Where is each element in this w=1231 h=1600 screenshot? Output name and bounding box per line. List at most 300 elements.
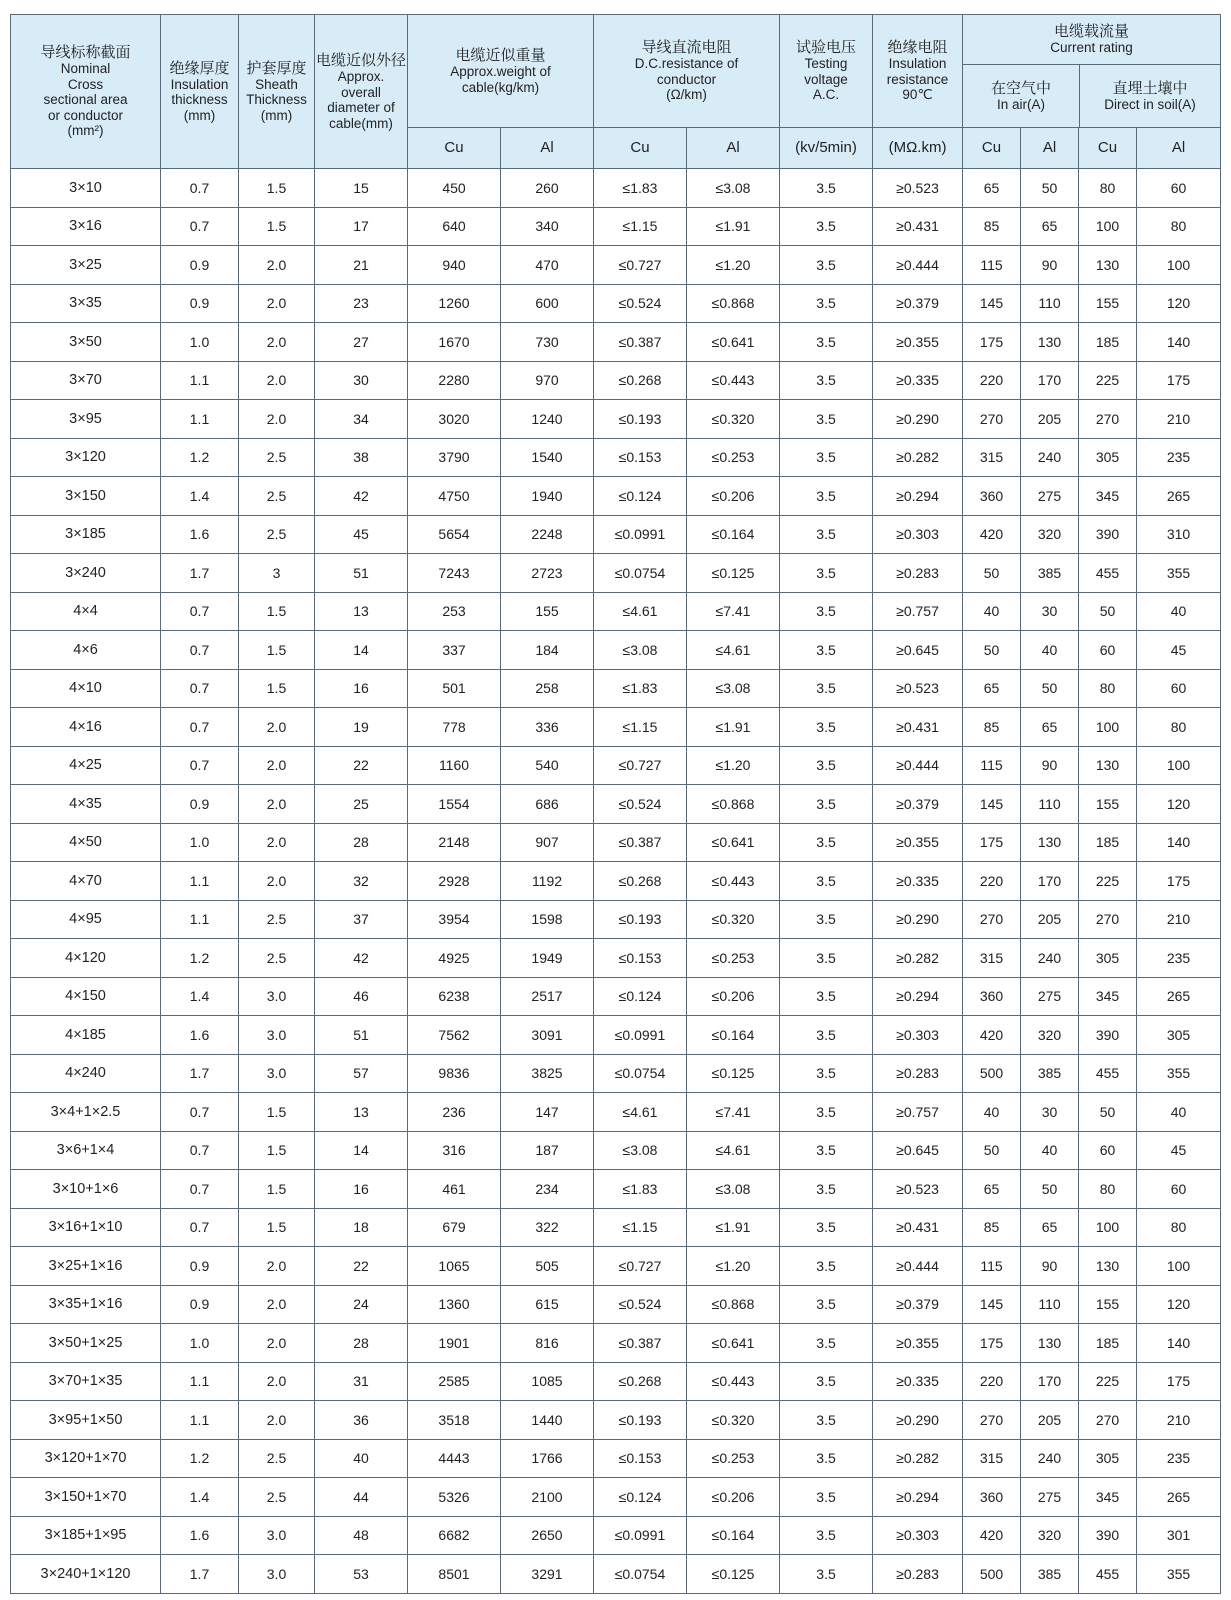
cell-resistance-al: ≤0.641	[687, 323, 780, 362]
header-weight-cu	[408, 128, 501, 169]
cell-voltage: 3.5	[780, 977, 873, 1016]
cell-air-al: 65	[1021, 708, 1079, 747]
cell-resistance-cu: ≤1.83	[594, 669, 687, 708]
cell-air-cu: 85	[963, 1208, 1021, 1247]
cell-diameter: 16	[315, 1170, 408, 1209]
cell-air-cu: 175	[963, 323, 1021, 362]
cell-ins-res: ≥0.645	[873, 631, 963, 670]
header-soil-zh: 直埋土壤中	[1112, 78, 1188, 97]
cell-sheath: 2.0	[239, 246, 315, 285]
header-diameter-en-1: Approx.	[337, 69, 385, 85]
cell-insulation: 1.6	[161, 515, 239, 554]
cell-diameter: 24	[315, 1285, 408, 1324]
cell-sheath: 2.5	[239, 438, 315, 477]
cell-soil-cu: 155	[1079, 785, 1137, 824]
cell-insulation: 1.4	[161, 1478, 239, 1517]
header-voltage	[780, 15, 873, 128]
table-row	[11, 246, 1221, 285]
cell-air-al: 205	[1021, 900, 1079, 939]
table-row	[11, 515, 1221, 554]
cell-sheath: 2.0	[239, 284, 315, 323]
cell-weight-al: 3825	[501, 1054, 594, 1093]
cell-soil-al: 100	[1137, 746, 1221, 785]
cell-resistance-al: ≤0.253	[687, 939, 780, 978]
cell-voltage: 3.5	[780, 169, 873, 208]
cell-air-al: 65	[1021, 207, 1079, 246]
cell-weight-al: 2723	[501, 554, 594, 593]
cell-soil-al: 355	[1137, 554, 1221, 593]
cell-insulation: 1.2	[161, 438, 239, 477]
cell-size: 3×120+1×70	[11, 1439, 161, 1478]
cell-soil-al: 355	[1137, 1555, 1221, 1594]
cell-ins-res: ≥0.523	[873, 1170, 963, 1209]
cell-weight-cu: 1160	[408, 746, 501, 785]
cell-air-al: 130	[1021, 323, 1079, 362]
cell-soil-cu: 100	[1079, 708, 1137, 747]
header-air-cu-label: Cu	[981, 138, 1002, 156]
cell-size: 4×35	[11, 785, 161, 824]
cell-size: 4×6	[11, 631, 161, 670]
cell-weight-al: 1940	[501, 477, 594, 516]
cell-sheath: 1.5	[239, 1208, 315, 1247]
cell-ins-res: ≥0.290	[873, 400, 963, 439]
cell-resistance-al: ≤1.91	[687, 708, 780, 747]
header-current-soil	[1080, 65, 1220, 127]
cell-resistance-al: ≤0.164	[687, 1516, 780, 1555]
cell-ins-res: ≥0.335	[873, 361, 963, 400]
cell-weight-cu: 2928	[408, 862, 501, 901]
cell-voltage: 3.5	[780, 207, 873, 246]
cell-weight-al: 3091	[501, 1016, 594, 1055]
header-ins-res-unit	[873, 128, 963, 169]
cell-soil-cu: 270	[1079, 1401, 1137, 1440]
cell-voltage: 3.5	[780, 323, 873, 362]
cell-size: 4×70	[11, 862, 161, 901]
cell-weight-al: 470	[501, 246, 594, 285]
header-soil-cu	[1079, 128, 1137, 169]
cell-weight-cu: 8501	[408, 1555, 501, 1594]
header-soil-cu-label: Cu	[1097, 138, 1118, 156]
cell-soil-al: 80	[1137, 1208, 1221, 1247]
cell-weight-al: 1598	[501, 900, 594, 939]
cell-diameter: 45	[315, 515, 408, 554]
cell-weight-cu: 2585	[408, 1362, 501, 1401]
cell-voltage: 3.5	[780, 438, 873, 477]
cell-size: 4×50	[11, 823, 161, 862]
cell-soil-cu: 390	[1079, 515, 1137, 554]
cell-ins-res: ≥0.444	[873, 1247, 963, 1286]
cell-soil-cu: 50	[1079, 1093, 1137, 1132]
cell-air-al: 385	[1021, 1054, 1079, 1093]
cell-soil-al: 175	[1137, 862, 1221, 901]
cell-ins-res: ≥0.523	[873, 169, 963, 208]
cell-voltage: 3.5	[780, 1131, 873, 1170]
cell-voltage: 3.5	[780, 1478, 873, 1517]
cell-size: 3×150	[11, 477, 161, 516]
cell-weight-cu: 1260	[408, 284, 501, 323]
cell-ins-res: ≥0.757	[873, 1093, 963, 1132]
cell-air-al: 170	[1021, 361, 1079, 400]
cell-ins-res: ≥0.335	[873, 862, 963, 901]
cell-weight-al: 2248	[501, 515, 594, 554]
cell-sheath: 2.5	[239, 900, 315, 939]
cell-ins-res: ≥0.282	[873, 939, 963, 978]
header-weight-al	[501, 128, 594, 169]
cell-soil-al: 235	[1137, 1439, 1221, 1478]
cell-weight-cu: 5654	[408, 515, 501, 554]
cell-air-al: 110	[1021, 1285, 1079, 1324]
cell-size: 4×240	[11, 1054, 161, 1093]
cell-air-al: 30	[1021, 1093, 1079, 1132]
header-ins-res-en-1: Insulation	[888, 56, 947, 72]
cell-diameter: 13	[315, 1093, 408, 1132]
cell-insulation: 0.9	[161, 284, 239, 323]
cell-voltage: 3.5	[780, 1093, 873, 1132]
header-diameter-en-4: cable(mm)	[329, 115, 393, 131]
table-row	[11, 1016, 1221, 1055]
cell-voltage: 3.5	[780, 669, 873, 708]
cell-resistance-al: ≤0.253	[687, 1439, 780, 1478]
cell-ins-res: ≥0.282	[873, 1439, 963, 1478]
cell-air-cu: 115	[963, 1247, 1021, 1286]
table-row	[11, 207, 1221, 246]
cell-soil-al: 140	[1137, 323, 1221, 362]
cell-weight-cu: 1670	[408, 323, 501, 362]
header-air-cu	[963, 128, 1021, 169]
header-section-zh: 导线标称截面	[40, 43, 131, 62]
table-body	[11, 169, 1221, 1594]
header-ins-res-en-2: resistance	[886, 71, 949, 87]
cell-soil-cu: 130	[1079, 1247, 1137, 1286]
cell-sheath: 2.0	[239, 862, 315, 901]
cell-soil-cu: 390	[1079, 1516, 1137, 1555]
cell-resistance-al: ≤0.320	[687, 1401, 780, 1440]
cell-ins-res: ≥0.290	[873, 900, 963, 939]
cell-weight-al: 600	[501, 284, 594, 323]
cell-ins-res: ≥0.303	[873, 1016, 963, 1055]
cell-ins-res: ≥0.283	[873, 1054, 963, 1093]
table-row	[11, 862, 1221, 901]
cell-diameter: 28	[315, 1324, 408, 1363]
cell-sheath: 2.0	[239, 746, 315, 785]
cell-air-cu: 65	[963, 669, 1021, 708]
table-row	[11, 1208, 1221, 1247]
cell-soil-al: 60	[1137, 669, 1221, 708]
cell-resistance-al: ≤1.20	[687, 746, 780, 785]
cell-soil-cu: 80	[1079, 1170, 1137, 1209]
cell-voltage: 3.5	[780, 361, 873, 400]
header-diameter	[315, 15, 408, 169]
cell-air-cu: 145	[963, 284, 1021, 323]
cell-sheath: 3.0	[239, 1054, 315, 1093]
header-sheath	[239, 15, 315, 169]
table-row	[11, 361, 1221, 400]
table-row	[11, 746, 1221, 785]
cell-resistance-cu: ≤0.0991	[594, 515, 687, 554]
cell-air-cu: 270	[963, 900, 1021, 939]
cell-sheath: 1.5	[239, 169, 315, 208]
header-soil-en: Direct in soil(A)	[1104, 96, 1196, 112]
header-voltage-unit-label: (kv/5min)	[795, 138, 857, 156]
table-header	[11, 15, 1221, 169]
cell-weight-cu: 3954	[408, 900, 501, 939]
cell-air-cu: 145	[963, 1285, 1021, 1324]
cell-diameter: 14	[315, 631, 408, 670]
cell-soil-al: 210	[1137, 900, 1221, 939]
cell-soil-cu: 305	[1079, 939, 1137, 978]
cell-size: 4×4	[11, 592, 161, 631]
cell-weight-al: 336	[501, 708, 594, 747]
cell-sheath: 3	[239, 554, 315, 593]
header-current-zh: 电缆载流量	[1054, 22, 1130, 41]
cell-air-cu: 315	[963, 1439, 1021, 1478]
cell-air-cu: 40	[963, 592, 1021, 631]
cell-soil-cu: 345	[1079, 1478, 1137, 1517]
cell-resistance-cu: ≤4.61	[594, 592, 687, 631]
cell-air-al: 50	[1021, 669, 1079, 708]
cable-spec-table	[10, 14, 1221, 1594]
cell-soil-al: 60	[1137, 1170, 1221, 1209]
cell-air-al: 110	[1021, 284, 1079, 323]
table-row	[11, 1093, 1221, 1132]
cell-weight-al: 234	[501, 1170, 594, 1209]
cell-soil-al: 45	[1137, 631, 1221, 670]
cell-diameter: 31	[315, 1362, 408, 1401]
cell-sheath: 2.0	[239, 785, 315, 824]
header-air-al-label: Al	[1042, 138, 1057, 156]
cell-resistance-cu: ≤0.124	[594, 477, 687, 516]
cell-resistance-al: ≤3.08	[687, 169, 780, 208]
cell-ins-res: ≥0.355	[873, 1324, 963, 1363]
header-resistance-en-1: D.C.resistance of	[634, 56, 739, 72]
cell-resistance-al: ≤1.20	[687, 1247, 780, 1286]
cell-resistance-al: ≤0.443	[687, 862, 780, 901]
cell-air-al: 320	[1021, 1016, 1079, 1055]
cell-resistance-cu: ≤0.153	[594, 438, 687, 477]
cell-diameter: 16	[315, 669, 408, 708]
header-weight-en-1: Approx.weight of	[450, 64, 551, 80]
header-insulation-en-1: Insulation	[170, 76, 229, 92]
header-section-unit: (mm²)	[67, 123, 104, 139]
table-row	[11, 1401, 1221, 1440]
cell-air-cu: 360	[963, 977, 1021, 1016]
cell-soil-cu: 225	[1079, 361, 1137, 400]
cell-soil-cu: 155	[1079, 284, 1137, 323]
cell-sheath: 2.5	[239, 1478, 315, 1517]
header-resistance-cu-label: Cu	[630, 138, 650, 156]
cell-weight-al: 2650	[501, 1516, 594, 1555]
table-row	[11, 785, 1221, 824]
cell-air-al: 90	[1021, 246, 1079, 285]
cell-ins-res: ≥0.757	[873, 592, 963, 631]
cell-weight-al: 1085	[501, 1362, 594, 1401]
table-row	[11, 631, 1221, 670]
table-row	[11, 400, 1221, 439]
header-ins-res-zh: 绝缘电阻	[887, 38, 948, 57]
header-voltage-en-2: voltage	[804, 71, 848, 87]
header-sheath-en-2: Thickness	[246, 92, 307, 108]
cell-air-al: 275	[1021, 1478, 1079, 1517]
cell-soil-cu: 155	[1079, 1285, 1137, 1324]
cell-weight-al: 1192	[501, 862, 594, 901]
cell-weight-al: 540	[501, 746, 594, 785]
cell-insulation: 1.1	[161, 900, 239, 939]
header-sheath-unit: (mm)	[260, 107, 293, 123]
cell-ins-res: ≥0.431	[873, 708, 963, 747]
cell-diameter: 37	[315, 900, 408, 939]
cell-weight-cu: 9836	[408, 1054, 501, 1093]
cell-resistance-cu: ≤0.387	[594, 1324, 687, 1363]
header-sheath-zh: 护套厚度	[246, 58, 307, 77]
cell-weight-cu: 640	[408, 207, 501, 246]
cell-voltage: 3.5	[780, 284, 873, 323]
cell-air-cu: 175	[963, 823, 1021, 862]
cell-resistance-al: ≤3.08	[687, 669, 780, 708]
cell-sheath: 2.0	[239, 823, 315, 862]
cell-soil-cu: 80	[1079, 169, 1137, 208]
cell-weight-cu: 4750	[408, 477, 501, 516]
cell-soil-al: 100	[1137, 1247, 1221, 1286]
header-air-al	[1021, 128, 1079, 169]
cell-air-cu: 360	[963, 477, 1021, 516]
cell-diameter: 48	[315, 1516, 408, 1555]
cell-sheath: 2.5	[239, 515, 315, 554]
cell-resistance-cu: ≤1.15	[594, 207, 687, 246]
cell-soil-cu: 100	[1079, 207, 1137, 246]
cell-ins-res: ≥0.444	[873, 246, 963, 285]
cell-resistance-cu: ≤0.727	[594, 746, 687, 785]
cell-size: 3×10+1×6	[11, 1170, 161, 1209]
cell-size: 3×25+1×16	[11, 1247, 161, 1286]
header-insulation-resistance	[873, 15, 963, 128]
cell-voltage: 3.5	[780, 1401, 873, 1440]
header-insulation-unit: (mm)	[183, 107, 216, 123]
cell-sheath: 3.0	[239, 1555, 315, 1594]
cell-soil-cu: 455	[1079, 554, 1137, 593]
cell-diameter: 40	[315, 1439, 408, 1478]
cell-resistance-al: ≤4.61	[687, 1131, 780, 1170]
cell-soil-al: 80	[1137, 708, 1221, 747]
cell-resistance-cu: ≤1.15	[594, 708, 687, 747]
table-row	[11, 1170, 1221, 1209]
cell-air-cu: 85	[963, 207, 1021, 246]
header-soil-al-label: Al	[1171, 138, 1186, 156]
cell-resistance-cu: ≤0.0754	[594, 1555, 687, 1594]
cell-diameter: 15	[315, 169, 408, 208]
cell-sheath: 1.5	[239, 592, 315, 631]
cell-weight-cu: 1065	[408, 1247, 501, 1286]
cell-size: 3×35+1×16	[11, 1285, 161, 1324]
cell-soil-al: 301	[1137, 1516, 1221, 1555]
cell-air-al: 170	[1021, 862, 1079, 901]
header-insulation-en-2: thickness	[171, 92, 228, 108]
cell-soil-al: 265	[1137, 1478, 1221, 1517]
cell-soil-cu: 455	[1079, 1555, 1137, 1594]
header-ins-res-en-3: 90℃	[902, 87, 933, 103]
cell-resistance-al: ≤3.08	[687, 1170, 780, 1209]
cell-ins-res: ≥0.294	[873, 477, 963, 516]
cell-weight-al: 340	[501, 207, 594, 246]
cell-insulation: 0.7	[161, 669, 239, 708]
cell-voltage: 3.5	[780, 939, 873, 978]
cell-resistance-cu: ≤0.193	[594, 400, 687, 439]
cell-soil-cu: 185	[1079, 323, 1137, 362]
cell-resistance-cu: ≤0.268	[594, 1362, 687, 1401]
header-resistance-en-3: (Ω/km)	[666, 87, 707, 103]
cell-voltage: 3.5	[780, 1170, 873, 1209]
cell-air-al: 275	[1021, 477, 1079, 516]
cell-weight-cu: 6682	[408, 1516, 501, 1555]
cell-insulation: 0.7	[161, 207, 239, 246]
cell-soil-cu: 100	[1079, 1208, 1137, 1247]
cell-voltage: 3.5	[780, 246, 873, 285]
cell-diameter: 57	[315, 1054, 408, 1093]
cell-diameter: 34	[315, 400, 408, 439]
table-row	[11, 1516, 1221, 1555]
cell-weight-cu: 2280	[408, 361, 501, 400]
cell-soil-al: 120	[1137, 1285, 1221, 1324]
cell-air-cu: 500	[963, 1555, 1021, 1594]
header-resistance-cu	[594, 128, 687, 169]
table-row	[11, 592, 1221, 631]
cell-air-al: 30	[1021, 592, 1079, 631]
cell-diameter: 22	[315, 1247, 408, 1286]
cell-sheath: 1.5	[239, 669, 315, 708]
cell-soil-al: 140	[1137, 823, 1221, 862]
header-section-en-3: sectional area	[43, 92, 128, 108]
cell-resistance-al: ≤0.206	[687, 977, 780, 1016]
cell-air-al: 40	[1021, 1131, 1079, 1170]
cell-voltage: 3.5	[780, 400, 873, 439]
cell-soil-al: 45	[1137, 1131, 1221, 1170]
cell-insulation: 1.4	[161, 977, 239, 1016]
cell-voltage: 3.5	[780, 823, 873, 862]
cell-voltage: 3.5	[780, 1362, 873, 1401]
cell-soil-cu: 60	[1079, 1131, 1137, 1170]
cell-sheath: 3.0	[239, 1516, 315, 1555]
cell-air-al: 240	[1021, 438, 1079, 477]
cell-weight-cu: 236	[408, 1093, 501, 1132]
cell-weight-al: 1949	[501, 939, 594, 978]
cell-resistance-cu: ≤0.524	[594, 785, 687, 824]
cell-size: 4×25	[11, 746, 161, 785]
cell-weight-cu: 1360	[408, 1285, 501, 1324]
cell-voltage: 3.5	[780, 515, 873, 554]
cell-resistance-al: ≤0.641	[687, 1324, 780, 1363]
header-insulation	[161, 15, 239, 169]
header-weight-al-label: Al	[540, 138, 554, 156]
cell-voltage: 3.5	[780, 1247, 873, 1286]
cell-sheath: 2.0	[239, 1401, 315, 1440]
cell-weight-cu: 4443	[408, 1439, 501, 1478]
cell-ins-res: ≥0.294	[873, 1478, 963, 1517]
cell-size: 4×95	[11, 900, 161, 939]
cell-size: 3×95+1×50	[11, 1401, 161, 1440]
cell-diameter: 46	[315, 977, 408, 1016]
cell-weight-al: 260	[501, 169, 594, 208]
cell-resistance-al: ≤0.164	[687, 515, 780, 554]
cell-voltage: 3.5	[780, 1016, 873, 1055]
cell-resistance-cu: ≤0.153	[594, 1439, 687, 1478]
cell-sheath: 3.0	[239, 1016, 315, 1055]
cell-soil-al: 355	[1137, 1054, 1221, 1093]
table-row	[11, 1478, 1221, 1517]
cell-air-cu: 220	[963, 862, 1021, 901]
cell-soil-cu: 60	[1079, 631, 1137, 670]
cell-air-cu: 315	[963, 939, 1021, 978]
cell-size: 3×120	[11, 438, 161, 477]
cell-resistance-cu: ≤0.727	[594, 1247, 687, 1286]
